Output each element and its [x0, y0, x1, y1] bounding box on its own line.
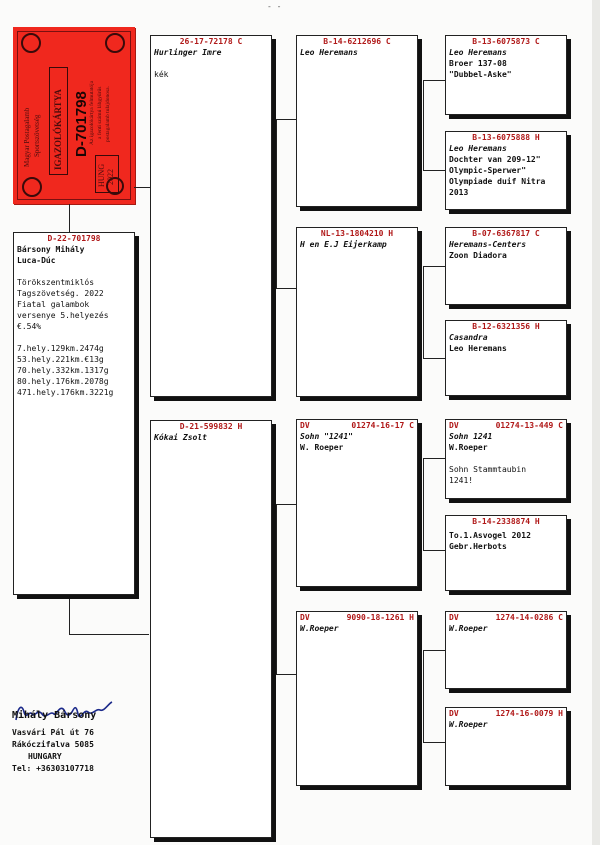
mmm-breeder: W.Roeper — [449, 720, 488, 729]
father-ring: 26-17-72178 C — [179, 37, 243, 46]
subject-line: Tagszövetség. 2022 — [17, 289, 104, 298]
connector — [423, 550, 445, 551]
subject-line: 70.hely.332km.1317g — [17, 366, 109, 375]
subject-line — [17, 332, 131, 343]
ffm-line: 2013 — [449, 188, 469, 197]
card-title: IGAZOLÓKÁRTYA — [53, 89, 63, 170]
mfm-breeder: To.1.Asvogel 2012 — [449, 531, 531, 540]
signature-block — [12, 705, 96, 775]
connector — [276, 119, 296, 120]
mff-line: W.Roeper — [449, 443, 488, 452]
subject-line: 80.hely.176km.2078g — [17, 377, 109, 386]
father-line — [154, 58, 268, 69]
signature-name: Mihály Bársony — [12, 710, 97, 721]
subject-line: 7.hely.129km.2474g — [17, 344, 104, 353]
fmm-breeder: Casandra — [449, 333, 488, 342]
connector — [423, 358, 445, 359]
ffm-line: Dochter van 209-12" — [449, 155, 541, 164]
ff-breeder: Leo Heremans — [300, 48, 358, 57]
card-assoc-line1: Magyar Postagalamb — [23, 107, 31, 167]
mf-ring-prefix: DV — [300, 421, 310, 430]
signature-address1: Vasvári Pál út 76 — [12, 728, 94, 737]
mfm-ring: B-14-2338874 H — [472, 517, 540, 526]
connector — [276, 119, 277, 289]
mff-breeder: Sohn 1241 — [449, 432, 493, 441]
mmf-ring-prefix: DV — [449, 613, 459, 622]
card-note-line3: postagalamb tulajdonosa. — [105, 86, 111, 142]
mf-breeder: Sohn "1241" — [300, 432, 353, 441]
connector — [276, 504, 277, 674]
mff-line — [449, 453, 563, 464]
father-color: kék — [154, 70, 169, 79]
signature-country: HUNGARY — [28, 752, 62, 761]
mmm-box — [445, 707, 567, 786]
fm-ring: NL-13-1804210 H — [320, 229, 394, 238]
fff-breeder: Leo Heremans — [449, 48, 507, 57]
connector — [423, 80, 424, 170]
connector — [69, 634, 149, 635]
fff-ring: B-13-6075873 C — [472, 37, 540, 46]
fm-breeder: H en E.J Eijerkamp — [300, 240, 387, 249]
ff-ring: B-14-6212696 C — [323, 37, 391, 46]
fff-line: Broer 137-08 — [449, 59, 507, 68]
connector — [69, 595, 70, 635]
id-card — [13, 27, 135, 204]
mmm-ring: 1274-16-0079 H — [495, 709, 563, 718]
fm-box — [296, 227, 418, 397]
connector — [69, 204, 70, 232]
mff-box — [445, 419, 567, 499]
mff-ring: 01274-13-449 C — [495, 421, 563, 430]
mfm-line: Gebr.Herbots — [449, 542, 507, 551]
mf-box — [296, 419, 418, 587]
signature-address2: Rákóczifalva 5085 — [12, 740, 94, 749]
card-number: D-701798 — [73, 91, 90, 157]
mm-ring-prefix: DV — [300, 613, 310, 622]
subject-name: Luca-Dúc — [17, 256, 56, 265]
mmm-ring-prefix: DV — [449, 709, 459, 718]
mother-ring: D-21-599832 H — [179, 422, 243, 431]
ffm-ring: B-13-6075888 H — [472, 133, 540, 142]
subject-line: versenye 5.helyezés — [17, 311, 109, 320]
subject-box — [13, 232, 135, 595]
fff-line: "Dubbel-Aske" — [449, 70, 512, 79]
fmm-ring: B-12-6321356 H — [472, 322, 540, 331]
connector — [423, 650, 445, 651]
card-country: HUNG — [97, 163, 106, 187]
mm-box — [296, 611, 418, 786]
card-note-line2: a fenti számú lábgyűrűs — [97, 86, 103, 139]
mff-ring-prefix: DV — [449, 421, 459, 430]
subject-line: €.54% — [17, 322, 42, 331]
card-assoc-line2: Sportszövetség — [33, 114, 41, 157]
mf-line: W. Roeper — [300, 443, 344, 452]
subject-ring: D-22-701798 — [47, 234, 101, 243]
mf-ring: 01274-16-17 C — [351, 421, 414, 430]
page-edge — [592, 0, 600, 845]
connector — [423, 742, 445, 743]
ffm-box — [445, 131, 567, 210]
ffm-line: Olympic-Sperwer" — [449, 166, 527, 175]
subject-line: 471.hely.176km.3221g — [17, 388, 114, 397]
connector — [276, 674, 296, 675]
eagle-emblem-icon — [21, 33, 41, 53]
subject-line: Fiatal galambok — [17, 300, 90, 309]
ff-box — [296, 35, 418, 207]
connector — [423, 458, 445, 459]
card-note-line1: Az igazolókártya felmutatója — [89, 80, 95, 145]
connector — [276, 504, 296, 505]
mm-ring: 9090-18-1261 H — [346, 613, 414, 622]
fmf-breeder: Heremans-Centers — [449, 240, 527, 249]
mmf-breeder: W.Roeper — [449, 624, 488, 633]
father-box — [150, 35, 272, 397]
pigeon-emblem-icon — [22, 177, 42, 197]
fff-box — [445, 35, 567, 115]
father-breeder: Hurlinger Imre — [154, 48, 222, 57]
top-mark: - - — [267, 2, 282, 11]
fmm-line: Leo Heremans — [449, 344, 507, 353]
fmf-ring: B-07-6367817 C — [472, 229, 540, 238]
mmf-box — [445, 611, 567, 689]
connector — [423, 458, 424, 550]
ffm-line: Olympiade duif Nitra — [449, 177, 546, 186]
subject-owner: Bársony Mihály — [17, 245, 85, 254]
subject-line: 53.hely.221km.€13g — [17, 355, 104, 364]
connector — [423, 80, 445, 81]
mff-line: Sohn Stammtaubin — [449, 465, 527, 474]
mff-line: 1241! — [449, 476, 474, 485]
connector — [134, 187, 150, 188]
fmf-box — [445, 227, 567, 305]
connector — [423, 170, 445, 171]
mother-box — [150, 420, 272, 838]
connector — [423, 266, 445, 267]
seal-icon — [105, 33, 125, 53]
mmf-ring: 1274-14-0286 C — [495, 613, 563, 622]
mfm-box — [445, 515, 567, 591]
mother-breeder: Kókai Zsolt — [154, 433, 207, 442]
fmm-box — [445, 320, 567, 396]
connector — [276, 288, 296, 289]
ffm-breeder: Leo Heremans — [449, 144, 507, 153]
mm-breeder: W.Roeper — [300, 624, 339, 633]
subject-line: Törökszentmiklós — [17, 278, 95, 287]
fmf-line: Zoon Diadora — [449, 251, 507, 260]
connector — [423, 266, 424, 358]
card-year: 2022 — [106, 169, 115, 185]
connector — [423, 650, 424, 742]
signature-tel: Tel: +36303107718 — [12, 764, 94, 773]
